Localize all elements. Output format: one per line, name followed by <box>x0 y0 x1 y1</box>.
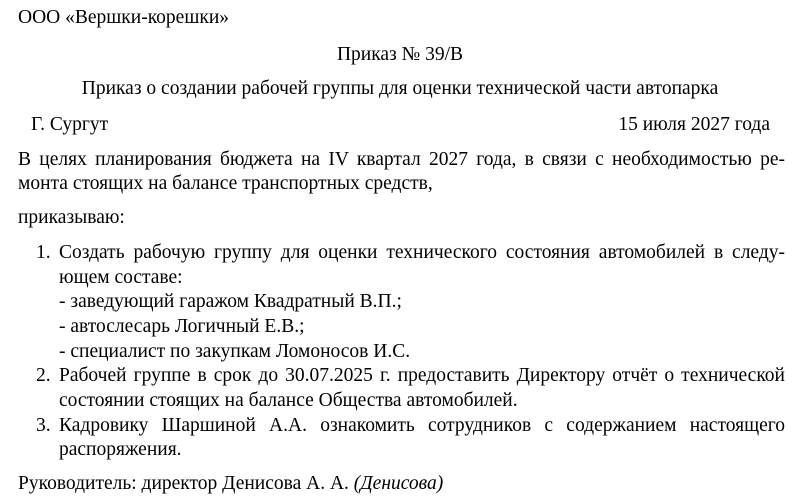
item-2-line-2: состоянии стоящих на балансе Общества автомобилей. <box>59 390 518 411</box>
order-city: Г. Сургут <box>31 114 109 135</box>
item-2-line-1: Рабочей группе в срок до 30.07.2025 г. предоставить Директору отчёт о технической <box>59 365 785 386</box>
signature-line <box>18 472 443 496</box>
item-number: 2. <box>36 365 51 386</box>
handwritten-signature: (Денисова) <box>353 473 444 494</box>
signature-label: Руководитель: директор Денисова А. А. <box>18 473 349 494</box>
order-directive: приказываю: <box>18 207 125 228</box>
order-date: 15 июля 2027 года <box>618 114 770 135</box>
member-list-item: - заведующий гаражом Квадратный В.П.; <box>59 291 402 312</box>
member-list-item: - автослесарь Логичный Е.В.; <box>59 316 305 337</box>
item-number: 1. <box>36 242 51 263</box>
organization-name: ООО «Вершки-корешки» <box>18 7 230 28</box>
preamble-line-1: В целях планирования бюджета на IV квартал 2027 года, в связи с необходимостью ре- <box>18 149 785 170</box>
item-1-line-1: Создать рабочую группу для оценки технического состояния автомобилей в следу- <box>59 242 785 263</box>
item-number: 3. <box>36 415 51 436</box>
item-3-line-1: Кадровику Шаршиной А.А. ознакомить сотрудников с содержанием настоящего <box>59 415 785 436</box>
order-number: Приказ № 39/В <box>336 44 464 65</box>
member-list-item: - специалист по закупкам Ломоносов И.С. <box>59 341 411 362</box>
item-1-line-2: ющем составе: <box>59 267 183 288</box>
order-title: Приказ о создании рабочей группы для оценки технической части автопарка <box>81 78 719 99</box>
preamble-line-2: монта стоящих на балансе транспортных средств, <box>18 173 433 194</box>
item-3-line-2: распоряжения. <box>59 439 182 460</box>
